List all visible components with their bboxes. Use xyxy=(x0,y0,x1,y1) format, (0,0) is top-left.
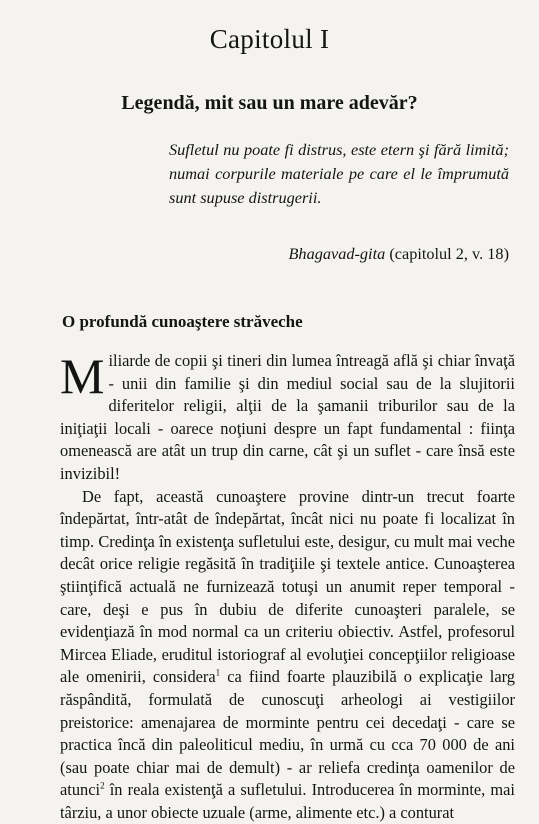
paragraph-1-text: iliarde de copii şi tineri din lumea întreagă află şi chiar învaţă - unii din familie şi din mediul social sau de la slujitorii diferitelor religii, alţii de la şamanii triburilor sau de la iniţiaţii locali - oarece noţiuni despre un fapt fundamental : fiinţa omenească are atât un trup din carne, cât şi un suflet - care însă este invizibil! xyxy=(60,351,515,483)
paragraph-1 xyxy=(60,350,515,486)
chapter-title: Capitolul I xyxy=(209,24,330,54)
epigraph-source-title: Bhagavad-gita xyxy=(288,244,386,263)
paragraph-2 xyxy=(60,486,515,824)
drop-cap: M xyxy=(60,348,105,404)
epigraph-source-reference: (capitolul 2, v. 18) xyxy=(385,244,509,263)
footnote-ref-1[interactable]: 1 xyxy=(215,667,221,678)
paragraph-2-text-c: în reala existenţă a sufletului. Introducerea în morminte, mai târziu, a unor obiecte uzuale (arme, alimente etc.) a conturat xyxy=(60,780,515,822)
paragraph-2-text-b: ca fiind foarte plauzibilă o explicaţie larg răspândită, formulată de cunoscuţi arheologi ai vestigiilor preistorice: amenajarea de morminte pentru cei decedaţi - care se practica încă din paleoliticul mediu, în urmă cu cca 70 000 de ani (sau poate chiar mai de demult) - ar reliefa credinţa oamenilor de atunci xyxy=(60,667,515,800)
epigraph-source xyxy=(288,244,509,264)
body-text xyxy=(60,350,515,824)
footnote-ref-2[interactable]: 2 xyxy=(100,780,105,791)
subsection-heading: O profundă cunoaştere străveche xyxy=(62,312,303,331)
paragraph-2-text-a: De fapt, această cunoaştere provine dintr-un trecut foarte îndepărtat, într-atât de îndepărtat, încât nici nu poate fi localizat în timp. Credinţa în existenţa sufletului este, desigur, cu mult mai veche decât orice religie regăsită în tradiţiile şi textele antice. Cunoaşterea ştiinţifică actuală ne furnizează totuşi un anumit reper temporal - care, deşi e pus în dubiu de diferite cunoaşteri paralele, se evidenţiază în mod normal ca un criteriu obiectiv. Astfel, profesorul Mircea Eliade, eruditul istoriograf al evoluţiei concepţiilor religioase ale omenirii, considera xyxy=(60,486,515,687)
epigraph-quote: Sufletul nu poate fi distrus, este etern şi fără limită; numai corpurile materiale pe care el le împrumută sunt supuse distrugerii. xyxy=(169,140,509,207)
section-title: Legendă, mit sau un mare adevăr? xyxy=(121,92,418,114)
